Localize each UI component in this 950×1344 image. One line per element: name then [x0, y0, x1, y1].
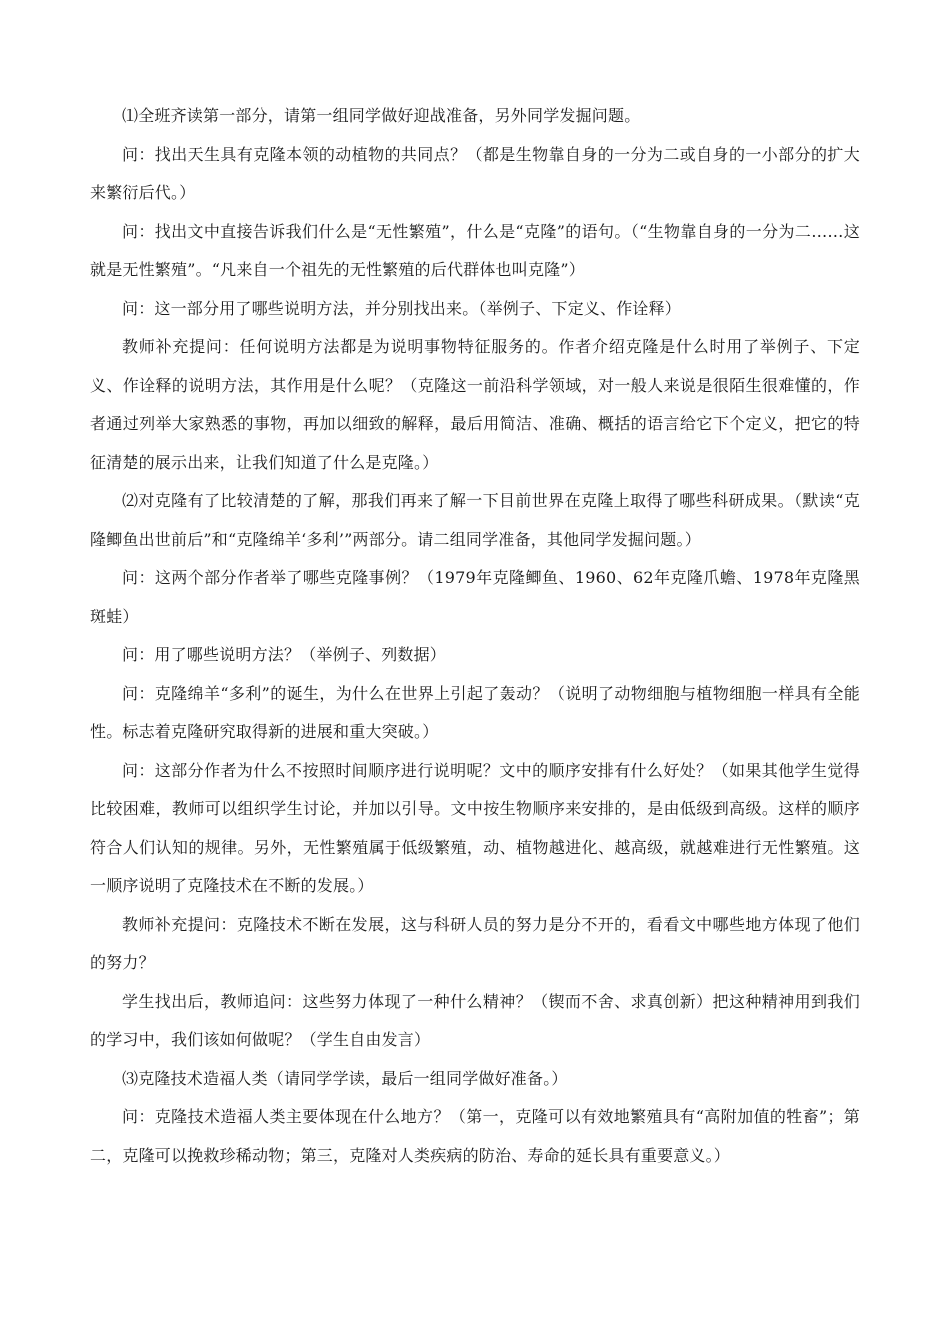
- document-body: [90, 97, 860, 1175]
- paragraph-teacher-supplement-1: 教师补充提问：任何说明方法都是为说明事物特征服务的。作者介绍克隆是什么时用了举例子、下定义、作诠释的说明方法，其作用是什么呢？（克隆这一前沿科学领域，对一般人来说是很陌生很难懂的，作者通过列举大家熟悉的事物，再加以细致的解释，最后用简洁、准确、概括的语言给它下个定义，把它的特征清楚的展示出来，让我们知道了什么是克隆。）: [90, 337, 860, 472]
- paragraph-part-three-reading: ⑶克隆技术造福人类（请同学学读，最后一组同学做好准备。）: [122, 1068, 568, 1088]
- paragraph-question-dolly: 问：克隆绵羊“多利”的诞生，为什么在世界上引起了轰动？（说明了动物细胞与植物细胞一样具有全能性。标志着克隆研究取得新的进展和重大突破。）: [90, 683, 860, 741]
- paragraph-question-order: 问：这部分作者为什么不按照时间顺序进行说明呢？文中的顺序安排有什么好处？（如果其他学生觉得比较困难，教师可以组织学生讨论，并加以引导。文中按生物顺序来安排的，是由低级到高级。这样的顺序符合人们认知的规律。另外，无性繁殖属于低级繁殖，动、植物越进化、越高级，就越难进行无性繁殖。这一顺序说明了克隆技术在不断的发展。）: [90, 760, 860, 895]
- paragraph-question-common-trait: 问：找出天生具有克隆本领的动植物的共同点？（都是生物靠自身的一分为二或自身的一小部分的扩大来繁衍后代。）: [90, 144, 860, 202]
- paragraph-question-benefits: 问：克隆技术造福人类主要体现在什么地方？（第一，克隆可以有效地繁殖具有“高附加值的牲畜”；第二，克隆可以挽救珍稀动物；第三，克隆对人类疾病的防治、寿命的延长具有重要意义。）: [90, 1107, 860, 1165]
- paragraph-teacher-follow-up: 学生找出后，教师追问：这些努力体现了一种什么精神？（锲而不舍、求真创新）把这种精神用到我们的学习中，我们该如何做呢？（学生自由发言）: [90, 991, 860, 1049]
- paragraph-question-examples: 问：这两个部分作者举了哪些克隆事例？（1979年克隆鲫鱼、1960、62年克隆爪蟾、1978年克隆黑斑蛙）: [90, 568, 860, 626]
- paragraph-part-one-reading: ⑴全班齐读第一部分，请第一组同学做好迎战准备，另外同学发掘问题。: [122, 106, 641, 125]
- paragraph-part-two-reading: ⑵对克隆有了比较清楚的了解，那我们再来了解一下目前世界在克隆上取得了哪些科研成果。（默读“克隆鲫鱼出世前后”和“克隆绵羊‘多利’”两部分。请二组同学准备，其他同学发掘问题。）: [90, 491, 860, 549]
- paragraph-teacher-supplement-2: 教师补充提问：克隆技术不断在发展，这与科研人员的努力是分不开的，看看文中哪些地方体现了他们的努力？: [90, 914, 860, 972]
- paragraph-question-definitions: 问：找出文中直接告诉我们什么是“无性繁殖”，什么是“克隆”的语句。（“生物靠自身的一分为二……这就是无性繁殖”。“凡来自一个祖先的无性繁殖的后代群体也叫克隆”）: [90, 221, 860, 279]
- paragraph-question-methods-2: 问：用了哪些说明方法？（举例子、列数据）: [122, 645, 447, 664]
- paragraph-question-methods: 问：这一部分用了哪些说明方法，并分别找出来。（举例子、下定义、作诠释）: [122, 298, 682, 318]
